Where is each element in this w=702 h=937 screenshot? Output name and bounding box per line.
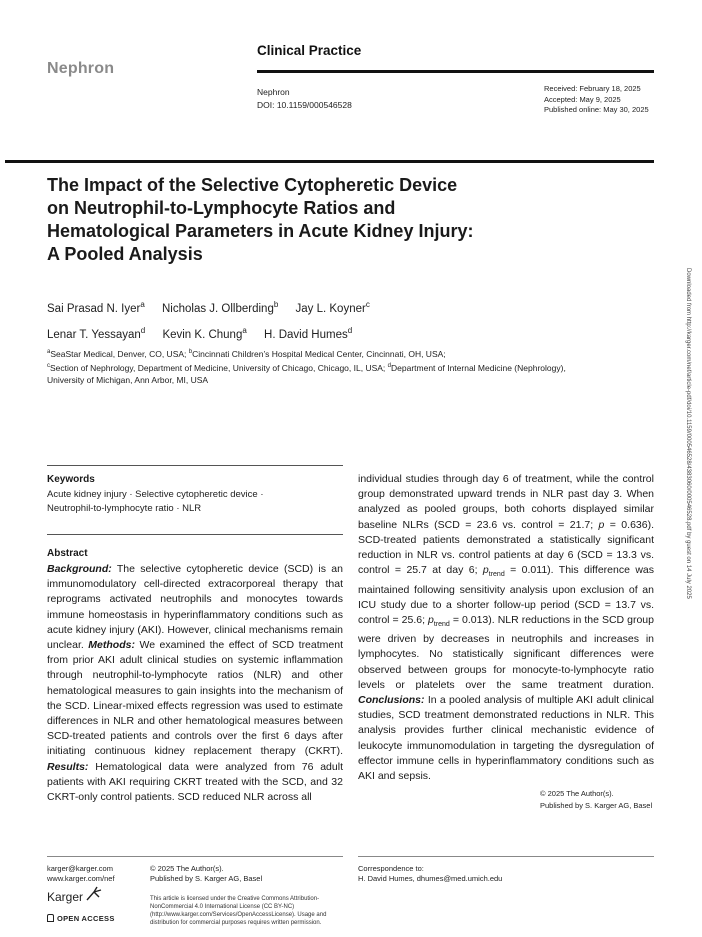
title-line: The Impact of the Selective Cytopheretic Device <box>47 175 458 195</box>
received-date: Received: February 18, 2025 <box>544 84 641 93</box>
title-line: Hematological Parameters in Acute Kidney Injury: <box>47 221 474 241</box>
author[interactable]: Kevin K. Chung$^a$ <box>162 325 247 341</box>
abstract-rule <box>47 534 343 535</box>
open-access-label: OPEN ACCESS <box>47 914 115 923</box>
abstract-column-right: individual studies through day 6 of treatment, while the control group demonstrated upward trends in NLR past day 3. When analyzed as pooled groups, both cohorts displayed similar baseline NLRs (SCD = 23.6 vs. control = 21.7; p = 0.636). SCD-treated patients demonstrated a statistically significant reduction in NLR vs. control patients at day 6 (SCD = 13.3 vs. control = 25.7 at day 6; $p_{trend} = 0.011$). This difference was maintained following sensitivity analysis upon exclusion of an ICU study due to a shorter follow-up period (SCD = 13.7 vs. control = 25.6; $p_{trend} = 0.013$). NLR reductions in the SCD group were driven by decreases in neutrophils and increases in lymphocytes. No statistically significant differences were observed between groups for monocyte-to-lymphocyte ratio levels or platelets over the same treatment duration. Conclusions: In a pooled analysis of multiple AKI adult clinical studies, SCD treatment demonstrated reductions in NLR. This analysis provides further clinical mechanistic evidence of leukocyte immunomodulation in targeting the dysregulation of effector immune cells in hyperinflammatory conditions such as AKI and sepsis. <box>358 473 655 783</box>
author[interactable]: Sai Prasad N. Iyer$^a$ <box>47 300 145 315</box>
title-line: on Neutrophil-to-Lymphocyte Ratios and <box>47 198 396 218</box>
author[interactable]: H. David Humes$^d$ <box>264 325 353 341</box>
abstract-heading: Abstract <box>47 548 88 559</box>
publisher-email[interactable]: karger@karger.com <box>47 864 113 873</box>
author[interactable]: Nicholas J. Ollberding$^b$ <box>161 300 279 315</box>
journal-meta <box>257 86 352 112</box>
journal-logo: Nephron <box>47 60 115 77</box>
results-text-part1: Hematological data were analyzed from 76 adult patients with AKI requiring CKRT treated with the SCD, and 32 CKRT-only control patients. SCD reduced NLR across all <box>47 760 343 804</box>
publisher-contact <box>47 864 115 884</box>
title-rule <box>5 160 654 163</box>
doi[interactable]: DOI: 10.1159/000546528 <box>257 100 352 110</box>
affiliations: $^a$SeaStar Medical, Denver, CO, USA; $^b$Cincinnati Children’s Hospital Medical Center, Cincinnati, OH, USA; $^c$Section of Nephrology, Department of Medicine, University of Chicago, Chicago, IL, USA; $^d$Department of Internal Medicine (Nephrology), University of Michigan, Ann Arbor, MI, USA <box>47 348 566 385</box>
conclusions-label: Conclusions: <box>358 694 425 707</box>
accepted-date: Accepted: May 9, 2025 <box>544 94 621 104</box>
article-title <box>47 174 607 266</box>
download-watermark: Downloaded from http://karger.com/nef/article-pdf/doi/10.1159/000546528/4383060/000546528.pdf by guest on 14 July 2025 <box>685 268 691 599</box>
license-text: This article is licensed under the Creative Commons Attribution-NonCommercial 4.0 International License (CC BY-NC) (http://www.karger.com/Services/OpenAccessLicense). Usage and distribution for commercial purposes requires written permission. <box>150 896 327 926</box>
results-label: Results: <box>47 760 89 773</box>
section-heading: Clinical Practice <box>257 43 362 58</box>
methods-label: Methods: <box>88 639 135 652</box>
background-label: Background: <box>47 563 112 575</box>
abstract-column-left: Background: The selective cytopheretic device (SCD) is an immunomodulatory cell-directed extracorporeal therapy that reprograms activated neutrophils and monocytes towards immune homeostasis in hyperinflammatory conditions such as acute kidney injury (AKI). However, clinical mechanisms remain unclear. Methods: We examined the effect of SCD treatment from prior AKI adult clinical studies on systemic inflammation through neutrophil-to-lymphocyte ratios (NLR) and other hematological measures to gain insights into the mechanism of the SCD. Linear-mixed effects regression was used to estimate differences in NLR and other hematological measures between SCD-treated patients and controls over the first 6 days after initiating continuous kidney replacement therapy (CKRT). Results: Hematological data were analyzed from 76 adult patients with AKI requiring CKRT treated with the SCD, and 32 CKRT-only control patients. SCD reduced NLR across all <box>47 563 343 804</box>
author[interactable]: Jay L. Koyner$^c$ <box>295 300 370 315</box>
author[interactable]: Lenar T. Yessayan$^d$ <box>47 325 146 341</box>
published-date: Published online: May 30, 2025 <box>544 105 649 114</box>
footer-rule-left <box>47 856 343 857</box>
karger-logo: Karger <box>47 890 84 904</box>
journal-name: Nephron <box>257 87 290 97</box>
publisher-website[interactable]: www.karger.com/nef <box>47 874 115 883</box>
publication-dates <box>544 84 649 116</box>
header-rule <box>257 70 654 73</box>
footer-rule-right <box>358 856 654 857</box>
karger-logo-mark-icon <box>85 886 103 904</box>
correspondence-contact[interactable]: H. David Humes, dhumes@med.umich.edu <box>358 874 503 883</box>
open-lock-icon <box>47 914 54 922</box>
keywords-list: Acute kidney injury · Selective cytopheretic device · Neutrophil-to-lymphocyte ratio · NLR <box>47 489 264 514</box>
title-line: A Pooled Analysis <box>47 244 203 264</box>
footer-copyright: © 2025 The Author(s). Published by S. Karger AG, Basel <box>150 864 263 883</box>
keywords-heading: Keywords <box>47 474 95 485</box>
abstract-copyright: © 2025 The Author(s). Published by S. Karger AG, Basel <box>540 789 653 810</box>
author-list <box>47 294 647 346</box>
correspondence: Correspondence to: H. David Humes, dhumes@med.umich.edu <box>358 864 503 883</box>
keywords-rule <box>47 465 343 466</box>
